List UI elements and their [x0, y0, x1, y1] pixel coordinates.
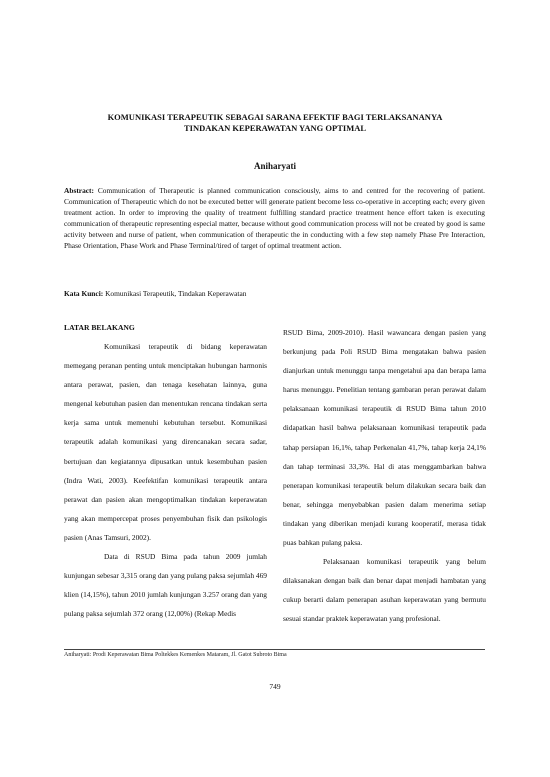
- section-heading: LATAR BELAKANG: [64, 323, 135, 332]
- keywords-text: Komunikasi Terapeutik, Tindakan Keperawatan: [103, 289, 247, 298]
- abstract: [64, 186, 485, 251]
- abstract-text: Communication of Therapeutic is planned communication consciously, aims to and centred for the recovering of patient. Communication of Therapeutic which do not be executed better will generate patient become less co-operative in accepting each; every given treatment action. In order to improving the quality of treatment fulfilling standard practice treatment hence effort taken is executing communication of therapeutic representing especial matter, because without good communication process will not be created by good is same activity between and nurse of patient, when communication of therapeutic the in conducting with a few step namely Phase Pre Interaction, Phase Orientation, Phase Work and Phase Terminal/tired of target of optimal treatment action.: [64, 186, 485, 250]
- title-line-1: KOMUNIKASI TERAPEUTIK SEBAGAI SARANA EFEKTIF BAGI TERLAKSANANYA: [107, 112, 443, 122]
- paper-title: [60, 112, 490, 134]
- left-column: [64, 323, 267, 623]
- left-paragraph-2: Data di RSUD Bima pada tahun 2009 jumlah kunjungan sebesar 3,315 orang dan yang pulang paksa sejumlah 469 klien (14,15%), tahun 2010 jumlah kunjungan 3.257 orang dan yang pulang paksa sejumlah 372 orang (12,00%) (Rekap Medis: [64, 552, 267, 619]
- keywords: [64, 289, 485, 298]
- keywords-label: Kata Kunci:: [64, 289, 104, 298]
- footnote-divider: [64, 649, 485, 650]
- abstract-label: Abstract:: [64, 186, 94, 195]
- right-paragraph-2: Pelaksanaan komunikasi terapeutik yang belum dilaksanakan dengan baik dan benar dapat menjadi hambatan yang cukup berarti dalam penerapan asuhan keperawatan yang bermutu sesuai standar praktek keperawatan yang profesional.: [283, 557, 486, 624]
- author-name: Aniharyati: [253, 161, 296, 171]
- left-paragraph-1: Komunikasi terapeutik di bidang keperawatan memegang peranan penting untuk menciptakan hubungan harmonis antara perawat, pasien, dan tenaga kesehatan lainnya, guna mengenal kebutuhan pasien dan menentukan rencana tindakan serta kerja sama untuk memenuhi kebutuhan tersebut. Komunikasi terapeutik adalah komunikasi yang direncanakan secara sadar, bertujuan dan kegiatannya dipusatkan untuk kesembuhan pasien (Indra Wati, 2003). Keefektifan komunikasi terapeutik antara perawat dan pasien akan mengoptimalkan tindakan keperawatan yang akan mempercepat proses penyembuhan fisik dan psikologis pasien (Anas Tamsuri, 2002).: [64, 342, 267, 542]
- page-number: 749: [269, 682, 281, 691]
- right-paragraph-1: RSUD Bima, 2009-2010). Hasil wawancara dengan pasien yang berkunjung pada Poli RSUD Bima mengatakan bahwa pasien dianjurkan untuk menunggu tanpa mengetahui apa dan berapa lama harus menunggu. Penelitian tentang gambaran peran perawat dalam pelaksanaan komunikasi terapeutik di RSUD Bima tahun 2010 didapatkan hasil bahwa pelaksanaan komunikasi terapeutik pada tahap persiapan 16,1%, tahap Perkenalan 41,7%, tahap kerja 24,1% dan tahap terminasi 33,3%. Hal di atas menggambarkan bahwa penerapan komunikasi terapeutik belum dilakukan secara baik dan benar, sehingga menyebabkan pasien dalam menerima setiap tindakan yang diberikan menjadi kurang kooperatif, merasa tidak puas bahkan pulang paksa.: [283, 328, 486, 548]
- title-line-2: TINDAKAN KEPERAWATAN YANG OPTIMAL: [183, 123, 367, 133]
- footnote: Aniharyati: Prodi Keperawatan Bima Poltekkes Kemenkes Mataram, Jl. Gatot Subroto Bima: [64, 652, 287, 658]
- right-column: [283, 323, 486, 629]
